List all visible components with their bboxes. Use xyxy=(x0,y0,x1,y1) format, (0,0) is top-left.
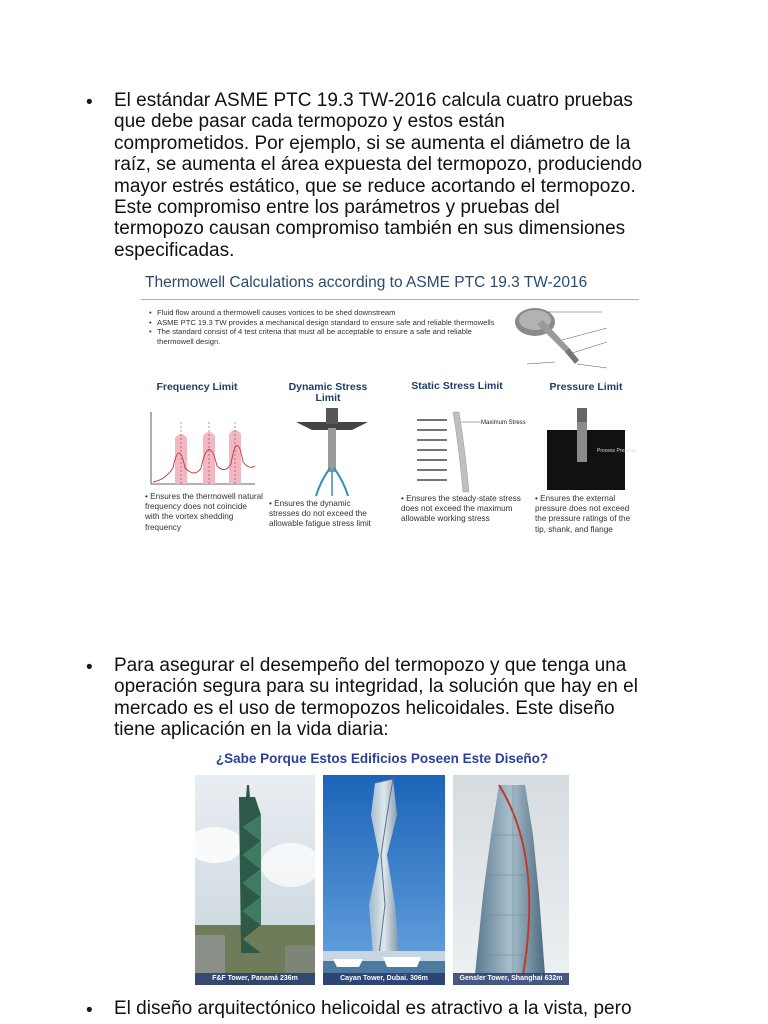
cayan-tower-photo xyxy=(323,775,445,985)
heading-static-stress-limit: Static Stress Limit xyxy=(411,380,503,392)
paragraph-line: Para asegurar el desempeño del termopozo y que tenga una xyxy=(114,655,627,676)
pressure-limit-illustration xyxy=(541,408,637,493)
paragraph-line: raíz, se aumenta el área expuesta del termopozo, produciendo xyxy=(114,154,643,176)
tower-caption: Cayan Tower, Dubai. 306m xyxy=(323,973,445,985)
paragraph-line: operación segura para su integridad, la solución que hay en el xyxy=(114,676,638,698)
paragraph-2 xyxy=(114,655,714,741)
desc-pressure-limit: • Ensures the external pressure does not exceed the pressure ratings of the tip, shank, and flange xyxy=(535,494,631,534)
heading-pressure-limit: Pressure Limit xyxy=(549,381,623,393)
paragraph-line: comprometidos. Por ejemplo, si se aumenta el diámetro de la xyxy=(114,132,631,154)
gensler-tower-image xyxy=(453,775,569,985)
paragraph-line: El diseño arquitectónico helicoidal es atractivo a la vista, pero xyxy=(114,998,632,1019)
paragraph-line: Este compromiso entre los parámetros y pruebas del xyxy=(114,197,560,219)
figure-title: Thermowell Calculations according to ASME PTC 19.3 TW-2016 xyxy=(145,274,588,291)
tower-caption: Gensler Tower, Shanghai 632m xyxy=(453,973,569,985)
paragraph-line: termopozo causan compromiso también en sus dimensiones xyxy=(114,218,626,240)
paragraph-line: El estándar ASME PTC 19.3 TW-2016 calcula cuatro pruebas xyxy=(114,90,633,111)
desc-static-stress-limit: • Ensures the steady-state stress does not exceed the maximum allowable working stress xyxy=(401,494,521,524)
bullet-marker-1: • xyxy=(86,92,93,113)
figure-notes xyxy=(149,308,499,346)
figure-title: ¿Sabe Porque Estos Edificios Poseen Este Diseño? xyxy=(215,751,549,766)
title-divider xyxy=(141,299,639,300)
ff-tower-photo xyxy=(195,775,315,985)
paragraph-3 xyxy=(114,998,714,1019)
bullet-marker-3: • xyxy=(86,1000,93,1021)
cayan-tower-image xyxy=(323,775,445,985)
paragraph-line: especificadas. xyxy=(114,239,235,261)
ff-tower-image xyxy=(195,775,315,985)
paragraph-line: tiene aplicación en la vida diaria: xyxy=(114,719,389,741)
process-pressure-label: Process Pressure xyxy=(597,448,637,454)
paragraph-line: que debe pasar cada termopozo y estos están xyxy=(114,111,505,133)
note-item: • ASME PTC 19.3 TW provides a mechanical design standard to ensure safe and reliable thermowells xyxy=(149,318,499,328)
heading-frequency-limit: Frequency Limit xyxy=(156,381,238,393)
dynamic-stress-illustration xyxy=(292,408,372,498)
paragraph-line: mayor estrés estático, que se reduce acortando el termopozo. xyxy=(114,175,636,197)
paragraph-line: mercado es el uso de termopozos helicoidales. Este diseño xyxy=(114,697,615,719)
desc-frequency-limit: • Ensures the thermowell natural frequency does not coincide with the vortex shedding frequency xyxy=(145,492,264,532)
heading-dynamic-stress-limit: Dynamic Stress Limit xyxy=(288,381,368,404)
frequency-limit-plot xyxy=(145,408,257,490)
helical-buildings-figure xyxy=(193,745,571,987)
thermowell-illustration xyxy=(507,302,637,382)
bullet-marker-2: • xyxy=(86,657,93,678)
note-item: • Fluid flow around a thermowell causes vortices to be shed downstream xyxy=(149,308,499,318)
tower-caption: F&F Tower, Panamá 236m xyxy=(195,973,315,985)
note-item: • The standard consist of 4 test criteria that must all be acceptable to ensure a safe and reliable thermowell design. xyxy=(149,327,499,346)
static-stress-illustration xyxy=(415,408,525,498)
thermowell-calculations-figure xyxy=(137,268,643,558)
maximum-stress-label: Maximum Stress xyxy=(481,420,526,426)
desc-dynamic-stress-limit: • Ensures the dynamic stresses do not exceed the allowable fatigue stress limit xyxy=(269,499,371,529)
gensler-tower-photo xyxy=(453,775,569,985)
paragraph-1 xyxy=(114,90,714,261)
